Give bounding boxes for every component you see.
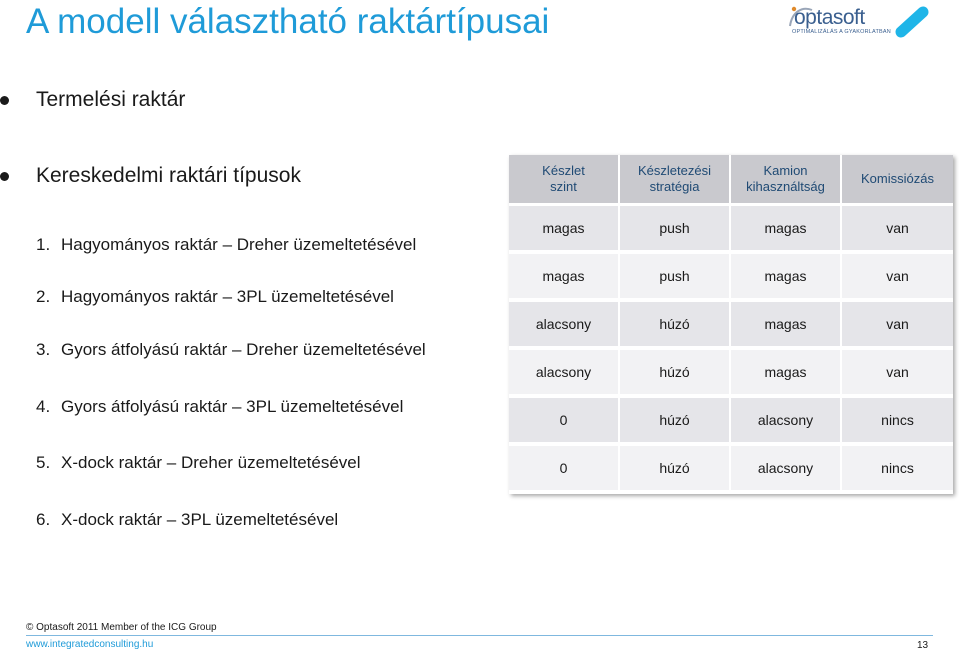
table-row	[509, 350, 953, 398]
table-cell: van	[842, 350, 953, 398]
table-cell: nincs	[842, 398, 953, 446]
table-cell: húzó	[620, 398, 731, 446]
column-header-inventory-strategy: Készletezési stratégia	[620, 155, 731, 206]
table-cell: magas	[731, 302, 842, 350]
column-header-picking: Komissiózás	[842, 155, 953, 206]
table-row	[509, 446, 953, 494]
table-cell: húzó	[620, 302, 731, 350]
item-number: 6.	[36, 510, 51, 529]
table-cell: húzó	[620, 350, 731, 398]
table-row	[509, 398, 953, 446]
table-row	[509, 206, 953, 254]
table-cell: magas	[731, 206, 842, 254]
item-number: 2.	[36, 287, 51, 306]
footer-website-link[interactable]: www.integratedconsulting.hu	[26, 639, 154, 650]
warehouse-type-table	[509, 155, 953, 494]
bullet-dot-icon	[0, 96, 9, 105]
table-cell: alacsony	[509, 350, 620, 398]
table-cell: alacsony	[731, 398, 842, 446]
table-row	[509, 302, 953, 350]
table-cell: húzó	[620, 446, 731, 494]
table-cell: nincs	[842, 446, 953, 494]
item-text: Hagyományos raktár – 3PL üzemeltetésével	[61, 287, 394, 306]
table-cell: alacsony	[731, 446, 842, 494]
column-header-truck-utilization: Kamion kihasználtság	[731, 155, 842, 206]
page-number: 13	[917, 640, 929, 651]
bullet-item	[0, 88, 400, 114]
table-cell: push	[620, 206, 731, 254]
table-cell: van	[842, 206, 953, 254]
table-cell: magas	[509, 206, 620, 254]
footer-divider	[26, 635, 933, 636]
table-cell: magas	[509, 254, 620, 302]
table-cell: 0	[509, 398, 620, 446]
item-text: Hagyományos raktár – Dreher üzemeltetésével	[61, 235, 417, 254]
bullet-text: Termelési raktár	[36, 88, 186, 111]
item-number: 1.	[36, 235, 51, 254]
item-number: 4.	[36, 397, 51, 416]
table-cell: 0	[509, 446, 620, 494]
numbered-item	[36, 287, 394, 307]
table-cell: van	[842, 254, 953, 302]
table-cell: magas	[731, 254, 842, 302]
bullet-item	[0, 164, 400, 190]
logo-tagline: OPTIMALIZÁLÁS A GYAKORLATBAN	[792, 29, 891, 35]
item-text: X-dock raktár – 3PL üzemeltetésével	[61, 510, 339, 529]
table-cell: magas	[731, 350, 842, 398]
pencil-icon	[895, 6, 931, 38]
page-title: A modell választható raktártípusai	[26, 2, 550, 41]
numbered-item	[36, 235, 416, 255]
numbered-item	[36, 510, 338, 530]
item-number: 5.	[36, 453, 51, 472]
item-text: X-dock raktár – Dreher üzemeltetésével	[61, 453, 361, 472]
bullet-text: Kereskedelmi raktári típusok	[36, 164, 301, 187]
item-text: Gyors átfolyású raktár – Dreher üzemeltetésével	[61, 340, 426, 359]
table-row	[509, 254, 953, 302]
item-number: 3.	[36, 340, 51, 359]
column-header-stock-level: Készlet szint	[509, 155, 620, 206]
footer-copyright: © Optasoft 2011 Member of the ICG Group	[26, 622, 217, 633]
item-text: Gyors átfolyású raktár – 3PL üzemeltetésével	[61, 397, 404, 416]
table-cell: van	[842, 302, 953, 350]
table-cell: push	[620, 254, 731, 302]
numbered-item	[36, 397, 403, 417]
optasoft-logo	[786, 4, 896, 44]
bullet-dot-icon	[0, 172, 9, 181]
numbered-item	[36, 340, 426, 360]
numbered-item	[36, 453, 361, 473]
logo-text: optasoft	[794, 6, 865, 29]
table-cell: alacsony	[509, 302, 620, 350]
